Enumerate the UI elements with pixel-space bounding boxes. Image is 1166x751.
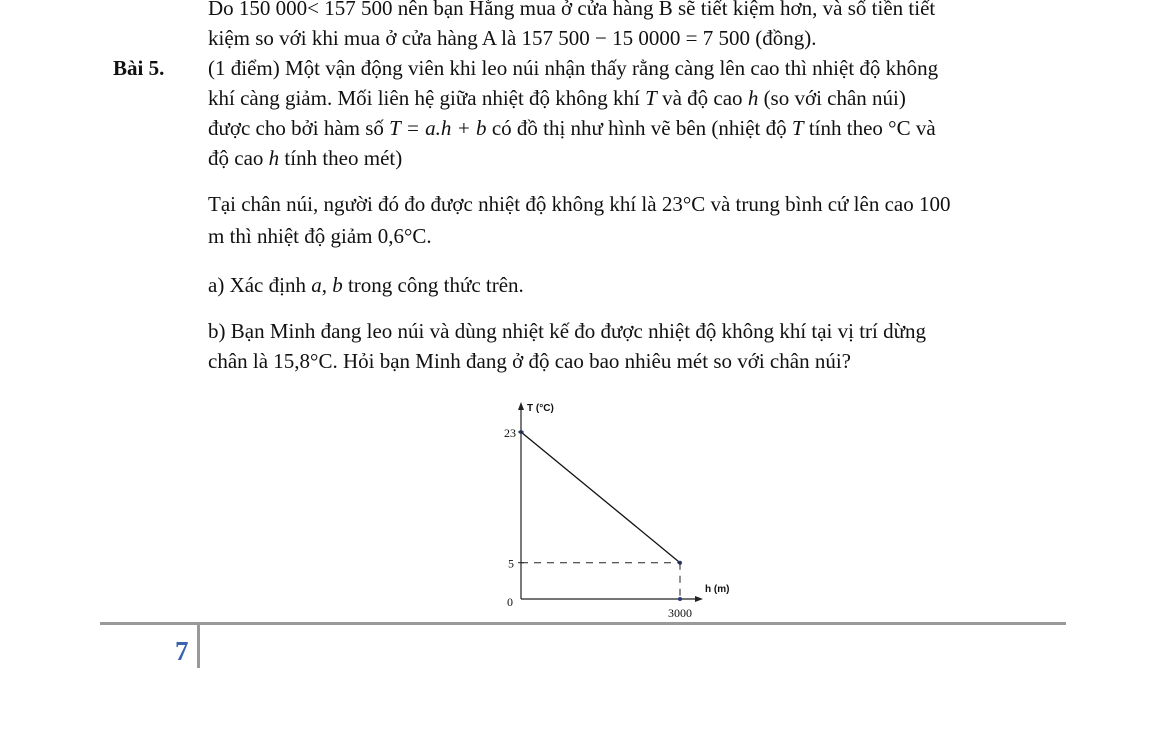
series-line <box>521 432 680 563</box>
problem-label: Bài 5. <box>113 56 165 80</box>
text: a) Xác định <box>208 273 306 297</box>
var-b: b <box>332 273 343 297</box>
x-axis-label: h (m) <box>705 584 730 595</box>
prev-math: 157 500 − 15 0000 = 7 500 <box>521 26 750 50</box>
temperature: 23°C <box>661 192 706 216</box>
y-tick-label: 5 <box>508 556 514 571</box>
y-axis-label: T (°C) <box>527 403 554 414</box>
temperature: 0,6°C <box>377 224 427 248</box>
text: được cho bởi hàm số <box>208 116 384 140</box>
prev-text: (đồng). <box>755 26 817 50</box>
text: . <box>426 224 432 248</box>
page-number-bar <box>197 624 200 668</box>
text: tính theo <box>808 116 883 140</box>
var-h: h <box>268 146 280 170</box>
temperature: 15,8°C <box>273 349 333 373</box>
formula: T = a.h + b <box>389 116 487 140</box>
text: chân là <box>208 349 269 373</box>
var-a: a <box>311 273 322 297</box>
text: . Hỏi bạn Minh đang ở độ cao bao nhiêu mét so với chân núi? <box>332 349 851 373</box>
text: có đồ thị như hình vẽ bên (nhiệt độ <box>491 116 787 140</box>
text: độ cao <box>208 146 264 170</box>
x-tick-label: 3000 <box>668 606 692 620</box>
unit: °C <box>888 116 911 140</box>
problem-line-1: (1 điểm) Một vận động viên khi leo núi nhận thấy rằng càng lên cao thì nhiệt độ không <box>208 56 939 80</box>
var-T: T <box>645 86 657 110</box>
var-T: T <box>791 116 804 140</box>
prev-text: Do 150 000 <box>208 0 308 20</box>
text: trong công thức trên. <box>347 273 524 297</box>
prev-text: nên bạn Hằng mua ở cửa hàng B sẽ tiết kiệm hơn, và số tiền tiết <box>397 0 936 20</box>
separator: , <box>321 273 327 297</box>
var-h: h <box>747 86 759 110</box>
text: Tại chân núi, người đó đo được nhiệt độ không khí là <box>208 192 657 216</box>
y-tick-label: 23 <box>504 426 516 440</box>
text: (so với chân núi) <box>763 86 906 110</box>
y-axis-arrow <box>518 402 524 410</box>
question-b-line-1: b) Bạn Minh đang leo núi và dùng nhiệt kế đo được nhiệt độ không khí tại vị trí dừng <box>208 319 927 343</box>
page-number: 7 <box>175 636 189 666</box>
footer-rule <box>100 622 1066 625</box>
text: và <box>915 116 936 140</box>
text: tính theo mét) <box>284 146 403 170</box>
text: khí càng giảm. Mối liên hệ giữa nhiệt độ không khí <box>208 86 640 110</box>
x-axis-arrow <box>695 596 703 602</box>
prev-math: < 157 500 <box>307 0 393 20</box>
text: m thì nhiệt độ giảm <box>208 224 373 248</box>
text: và độ cao <box>662 86 743 110</box>
y-tick-label: 0 <box>507 595 513 609</box>
text: và trung bình cứ lên cao 100 <box>710 192 951 216</box>
prev-text: kiệm so với khi mua ở cửa hàng A là <box>208 26 517 50</box>
